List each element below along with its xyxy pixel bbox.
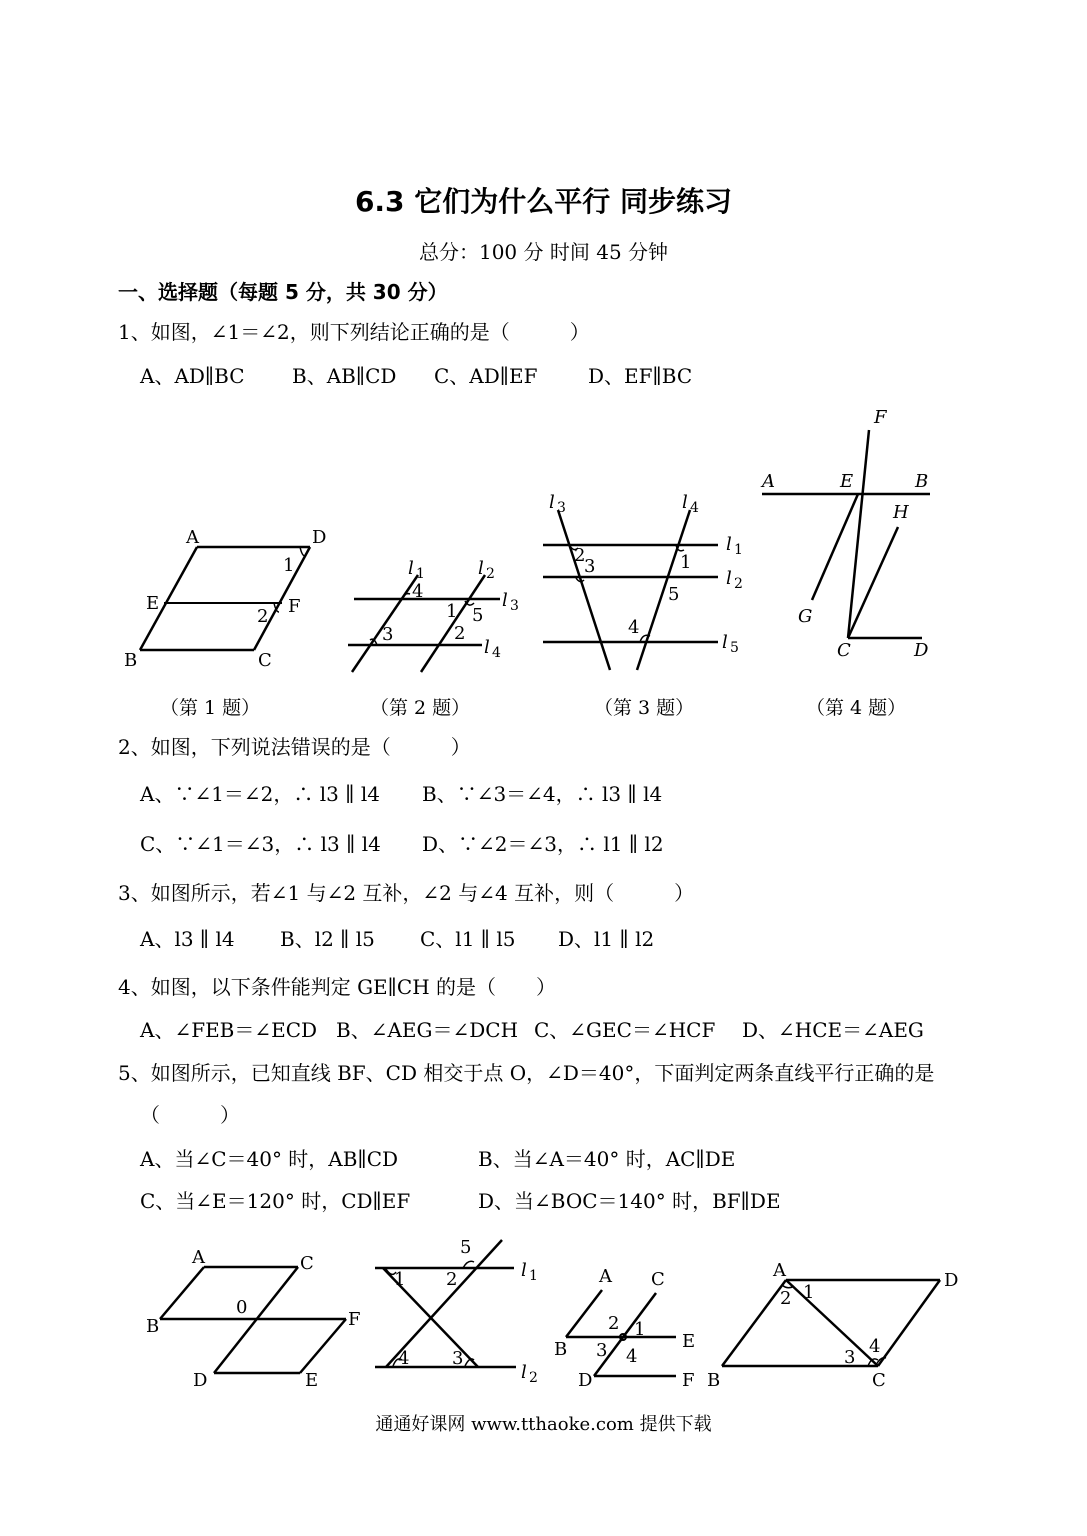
svg-text:C: C: [258, 650, 272, 671]
question-2-stem: 2、如图，下列说法错误的是（ ）: [118, 735, 471, 759]
svg-text:l: l: [408, 558, 414, 579]
q1-option-c: C、AD∥EF: [434, 364, 538, 388]
svg-text:2: 2: [780, 1288, 792, 1309]
q2-option-c: C、∵∠1＝∠3，∴ l3 ∥ l4: [140, 832, 381, 856]
svg-text:1: 1: [283, 555, 295, 576]
svg-text:1: 1: [529, 1268, 538, 1284]
svg-text:1: 1: [680, 552, 692, 573]
svg-text:1: 1: [446, 601, 458, 622]
svg-text:C: C: [837, 640, 851, 661]
svg-text:2: 2: [574, 545, 586, 566]
svg-text:4: 4: [412, 581, 424, 602]
svg-text:4: 4: [690, 500, 699, 516]
svg-text:D: D: [944, 1270, 959, 1291]
svg-text:E: E: [840, 471, 854, 492]
svg-text:l: l: [478, 558, 484, 579]
section-heading: 一、选择题（每题 5 分，共 30 分）: [118, 280, 448, 304]
svg-text:C: C: [651, 1269, 665, 1290]
q1-option-a: A、AD∥BC: [140, 364, 245, 388]
svg-text:B: B: [707, 1370, 721, 1391]
svg-text:1: 1: [394, 1269, 406, 1290]
svg-text:A: A: [186, 527, 199, 548]
svg-text:l: l: [726, 534, 732, 555]
q5-option-d: D、当∠BOC＝140° 时，BF∥DE: [478, 1189, 781, 1213]
q5-option-a: A、当∠C＝40° 时，AB∥CD: [140, 1147, 399, 1171]
svg-text:2: 2: [486, 566, 495, 582]
page-subtitle: 总分：100 分 时间 45 分钟: [418, 240, 669, 264]
q2-option-d: D、∵∠2＝∠3，∴ l1 ∥ l2: [422, 832, 664, 856]
svg-text:D: D: [193, 1370, 208, 1391]
svg-text:l: l: [502, 590, 508, 611]
svg-text:D: D: [914, 640, 929, 661]
svg-text:4: 4: [626, 1346, 638, 1367]
svg-text:D: D: [312, 527, 327, 548]
svg-text:3: 3: [596, 1340, 608, 1361]
svg-text:A: A: [192, 1247, 205, 1268]
svg-text:4: 4: [492, 645, 501, 661]
q4-option-b: B、∠AEG＝∠DCH: [336, 1018, 519, 1042]
page-footer: 通通好课网 www.tthaoke.com 提供下载: [375, 1414, 712, 1435]
svg-text:l: l: [484, 637, 490, 658]
q3-option-c: C、l1 ∥ l5: [420, 927, 516, 951]
svg-text:1: 1: [734, 542, 743, 558]
figure-1-caption: （第 1 题）: [160, 697, 261, 719]
svg-text:G: G: [798, 606, 813, 627]
question-5-paren: （ ）: [140, 1103, 240, 1127]
svg-text:A: A: [762, 471, 775, 492]
svg-text:l: l: [722, 632, 728, 653]
svg-text:3: 3: [584, 556, 596, 577]
svg-text:1: 1: [416, 566, 425, 582]
svg-text:E: E: [305, 1370, 319, 1391]
q1-option-d: D、EF∥BC: [588, 364, 693, 388]
svg-text:l: l: [521, 1260, 527, 1281]
svg-text:B: B: [124, 650, 138, 671]
svg-text:D: D: [578, 1370, 593, 1391]
svg-text:E: E: [146, 593, 160, 614]
svg-text:0: 0: [236, 1297, 248, 1318]
svg-text:2: 2: [446, 1269, 458, 1290]
q4-option-d: D、∠HCE＝∠AEG: [742, 1018, 924, 1042]
question-3-stem: 3、如图所示，若∠1 与∠2 互补，∠2 与∠4 互补，则（ ）: [118, 881, 695, 905]
q3-option-a: A、l3 ∥ l4: [140, 927, 235, 951]
svg-text:C: C: [872, 1370, 886, 1391]
svg-text:B: B: [146, 1316, 160, 1337]
svg-text:5: 5: [668, 584, 680, 605]
svg-text:E: E: [682, 1331, 696, 1352]
svg-text:2: 2: [608, 1313, 620, 1334]
svg-text:4: 4: [398, 1348, 410, 1369]
q5-option-b: B、当∠A＝40° 时，AC∥DE: [478, 1147, 736, 1171]
q4-option-a: A、∠FEB＝∠ECD: [140, 1018, 318, 1042]
svg-text:3: 3: [382, 624, 394, 645]
q3-option-b: B、l2 ∥ l5: [280, 927, 375, 951]
svg-text:2: 2: [257, 606, 269, 627]
svg-text:3: 3: [452, 1348, 464, 1369]
figure-4-caption: （第 4 题）: [806, 697, 907, 719]
svg-text:F: F: [348, 1309, 361, 1330]
q3-option-d: D、l1 ∥ l2: [558, 927, 655, 951]
svg-text:A: A: [773, 1260, 786, 1281]
svg-text:5: 5: [460, 1237, 472, 1258]
page-title: 6.3 它们为什么平行 同步练习: [354, 185, 733, 218]
svg-text:3: 3: [510, 598, 519, 614]
svg-text:4: 4: [628, 617, 640, 638]
question-1-stem: 1、如图，∠1＝∠2，则下列结论正确的是（ ）: [118, 320, 590, 344]
figure-3-caption: （第 3 题）: [594, 697, 695, 719]
svg-text:H: H: [893, 502, 909, 523]
q1-option-b: B、AB∥CD: [292, 364, 397, 388]
svg-text:5: 5: [730, 640, 739, 656]
svg-text:A: A: [599, 1266, 612, 1287]
svg-text:3: 3: [557, 500, 566, 516]
svg-text:2: 2: [734, 576, 743, 592]
svg-text:F: F: [874, 407, 887, 428]
figure-2-caption: （第 2 题）: [370, 697, 471, 719]
q2-option-a: A、∵∠1＝∠2，∴ l3 ∥ l4: [140, 782, 380, 806]
svg-text:l: l: [549, 492, 555, 513]
svg-text:1: 1: [803, 1282, 815, 1303]
svg-text:4: 4: [869, 1336, 881, 1357]
svg-text:F: F: [288, 596, 301, 617]
svg-text:l: l: [726, 568, 732, 589]
svg-text:C: C: [300, 1253, 314, 1274]
svg-text:5: 5: [472, 605, 484, 626]
question-4-stem: 4、如图，以下条件能判定 GE∥CH 的是（ ）: [118, 975, 556, 999]
svg-text:F: F: [682, 1370, 695, 1391]
q4-option-c: C、∠GEC＝∠HCF: [534, 1018, 716, 1042]
svg-text:B: B: [554, 1339, 568, 1360]
svg-text:1: 1: [634, 1319, 646, 1340]
svg-text:2: 2: [454, 623, 466, 644]
svg-text:l: l: [682, 492, 688, 513]
svg-text:3: 3: [844, 1347, 856, 1368]
svg-text:2: 2: [529, 1370, 538, 1386]
question-5-stem: 5、如图所示，已知直线 BF、CD 相交于点 O，∠D＝40°，下面判定两条直线平行正确的是: [118, 1061, 935, 1085]
q2-option-b: B、∵∠3＝∠4，∴ l3 ∥ l4: [422, 782, 663, 806]
svg-text:l: l: [521, 1362, 527, 1383]
q5-option-c: C、当∠E＝120° 时，CD∥EF: [140, 1189, 411, 1213]
svg-text:B: B: [915, 471, 929, 492]
